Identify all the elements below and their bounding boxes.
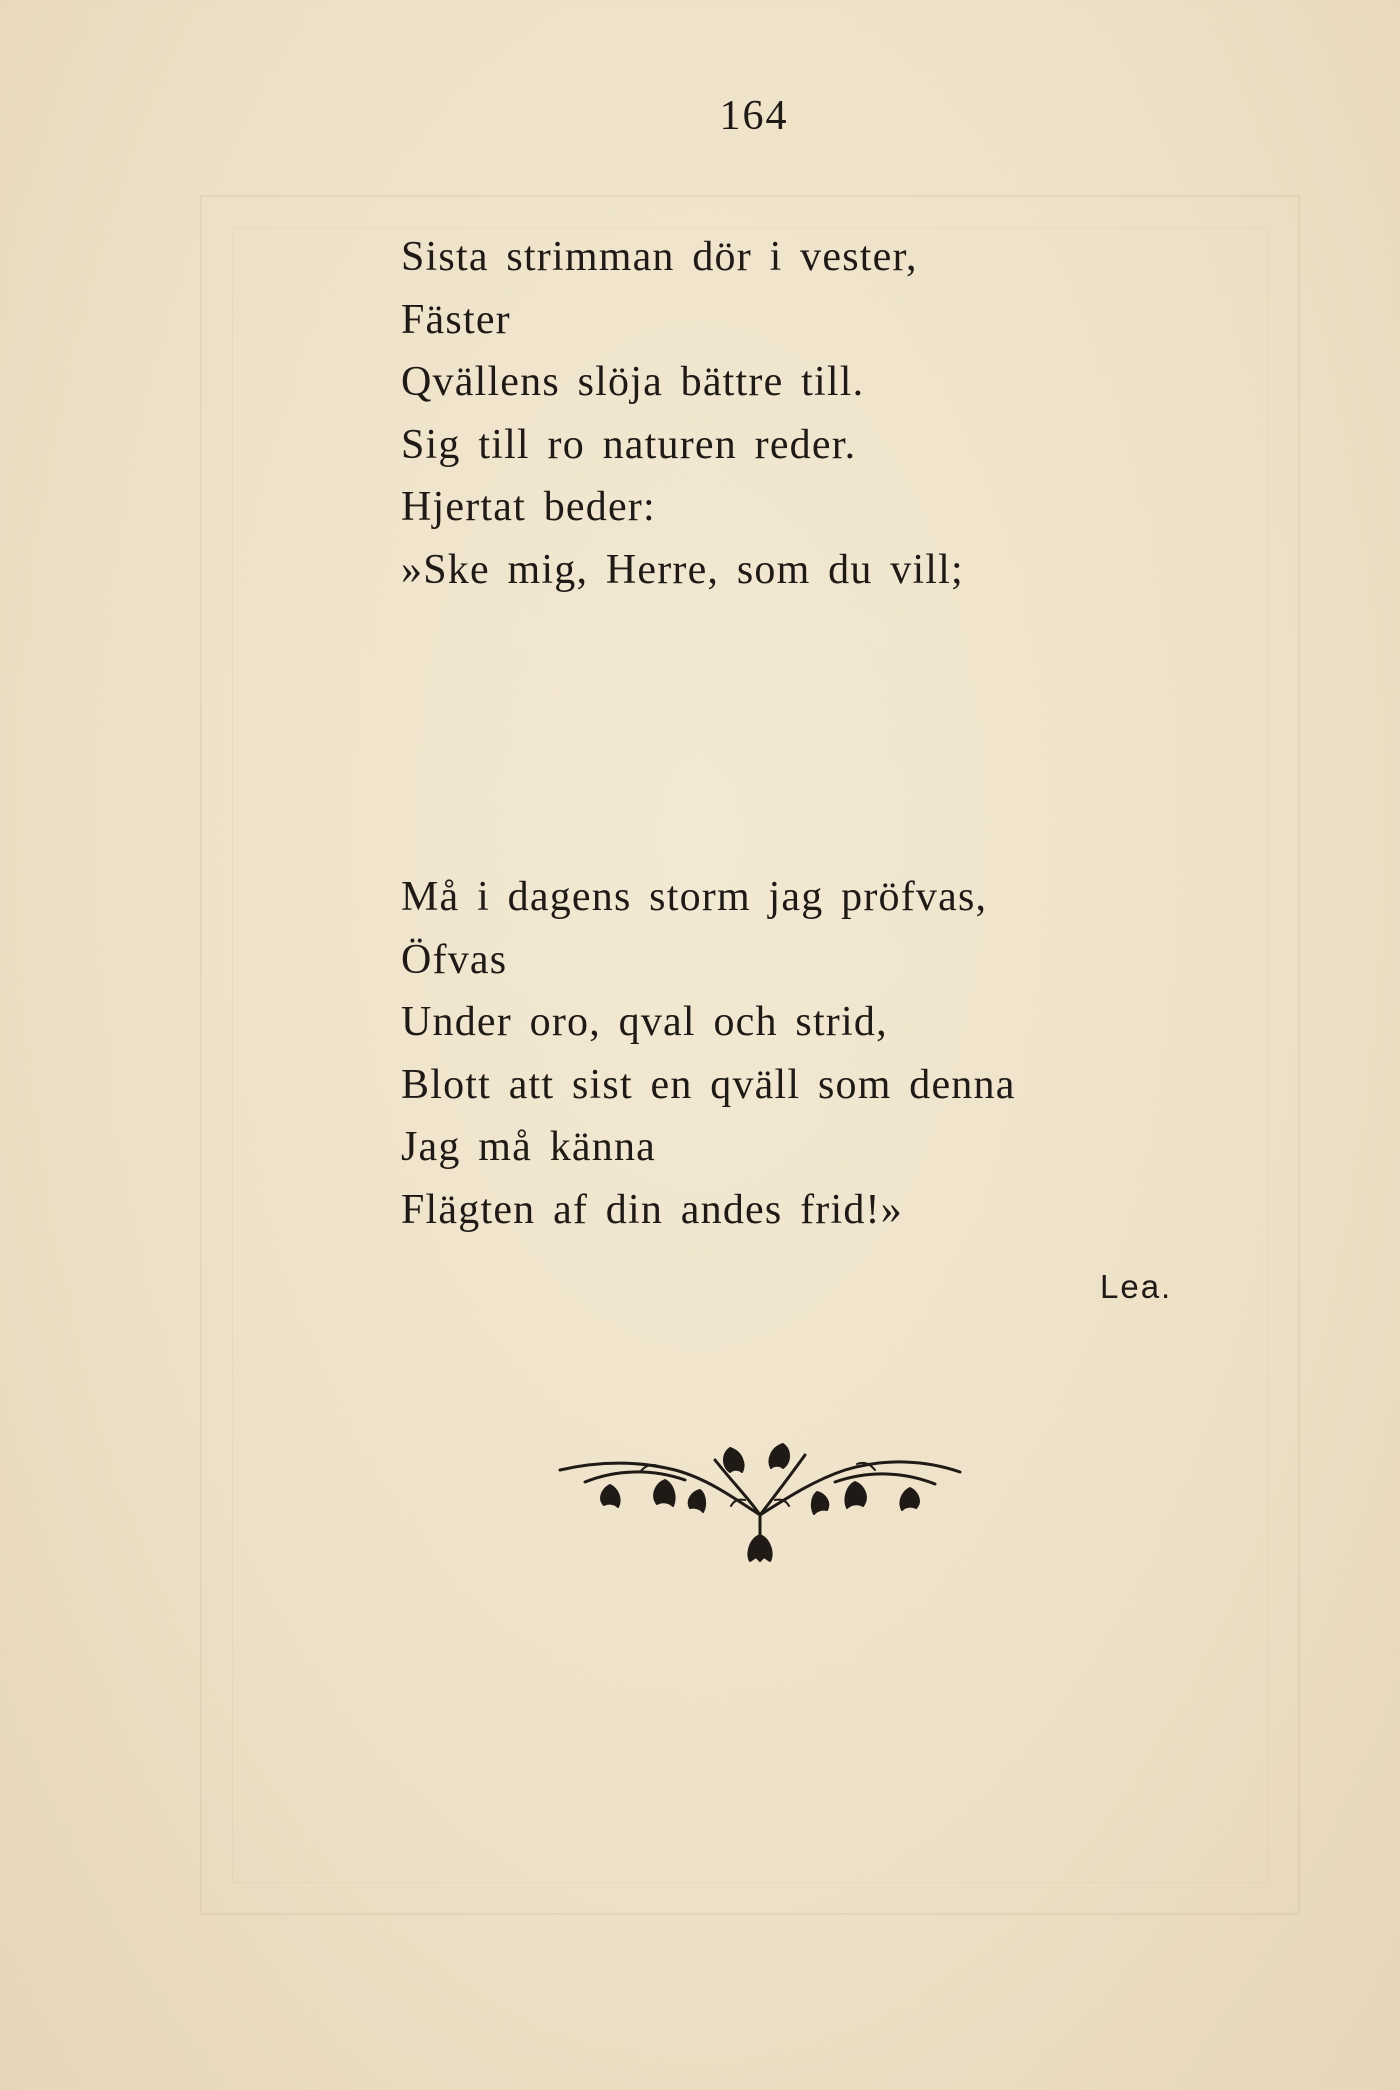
verse-line: Blott att sist en qväll som denna: [401, 1061, 1016, 1108]
verse-line: Sista strimman dör i vester,: [401, 234, 918, 280]
verse-line: Jag må känna: [401, 1124, 656, 1170]
verse-line: Under oro, qval och strid,: [401, 999, 888, 1045]
verse-line: Sig till ro naturen reder.: [401, 421, 857, 468]
verse-line: Flägten af din andes frid!»: [401, 1186, 903, 1233]
stanza-2: [401, 866, 1016, 1241]
page-number: 164: [719, 93, 789, 139]
author-signature: Lea.: [1100, 1268, 1173, 1305]
verse-line: »Ske mig, Herre, som du vill;: [401, 546, 964, 593]
verse-line: Hjertat beder:: [401, 484, 656, 530]
stanza-1: [401, 226, 964, 601]
floral-vignette-icon: [555, 1440, 965, 1565]
verse-line: Fäster: [401, 296, 511, 343]
verse-line: Qvällens slöja bättre till.: [401, 359, 865, 405]
verse-line: Må i dagens storm jag pröfvas,: [401, 874, 988, 920]
verse-line: Öfvas: [401, 936, 508, 983]
